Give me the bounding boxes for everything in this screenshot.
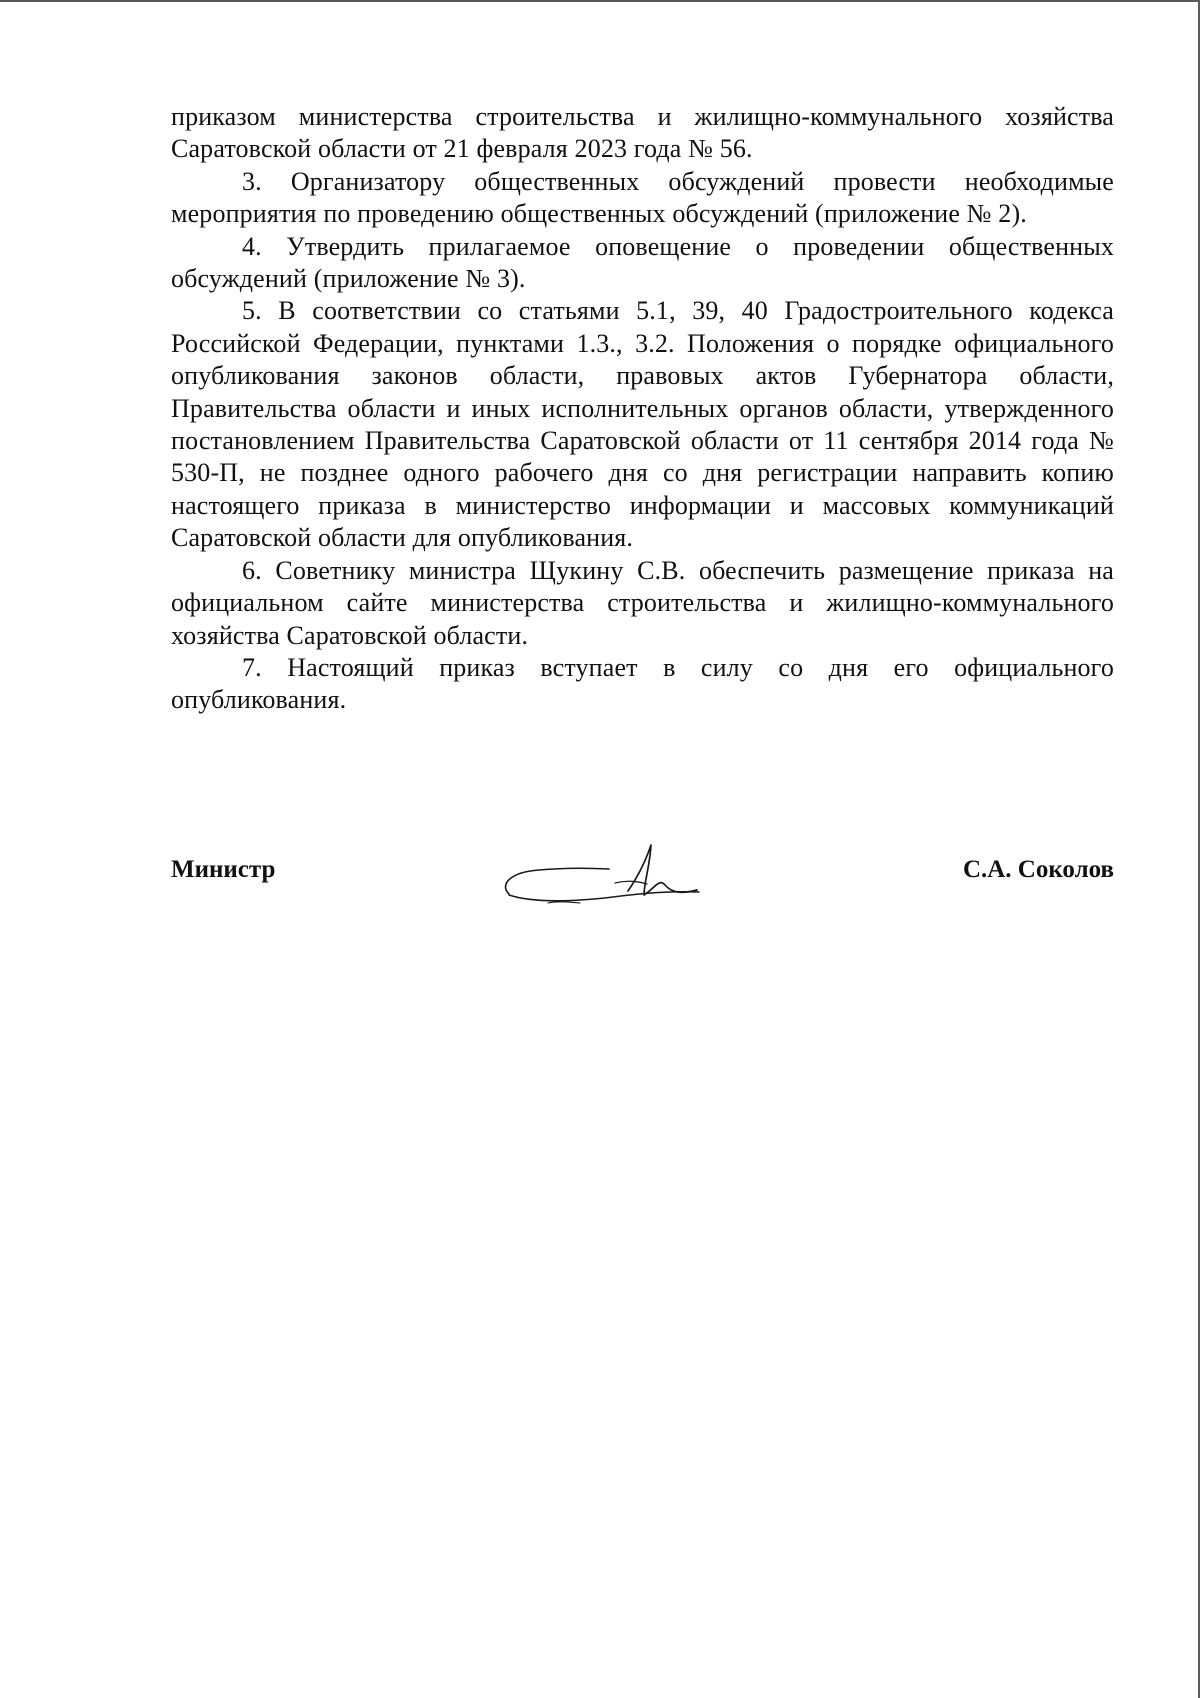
paragraph-3: 3. Организатору общественных обсуждений провести необходимые мероприятия по проведению общественных обсуждений (приложение № 2).	[171, 166, 1114, 229]
position-title: Министр	[171, 856, 276, 883]
paragraph-5: 5. В соответствии со статьями 5.1, 39, 40 Градостроительного кодекса Российской Федерации, пунктами 1.3., 3.2. Положения о порядке официального опубликования законов области, правовых актов Губернатора области, Правительства области и иных исполнительных органов области, утвержденного постановлением Правительства Саратовской области от 11 сентября 2014 года № 530-П, не позднее одного рабочего дня со дня регистрации направить копию настоящего приказа в министерство информации и массовых коммуникаций Саратовской области для опубликования.	[171, 296, 1114, 553]
top-scan-border	[0, 0, 1200, 2]
paragraph-6: 6. Советнику министра Щукину С.В. обеспечить размещение приказа на официальном сайте министерства строительства и жилищно-коммунального хозяйства Саратовской области.	[171, 555, 1114, 650]
signatory-name: С.А. Соколов	[962, 856, 1114, 883]
document-body	[171, 101, 1114, 717]
signature-block	[171, 850, 1114, 910]
paragraph-4: 4. Утвердить прилагаемое оповещение о проведении общественных обсуждений (приложение № 3).	[171, 231, 1114, 294]
handwritten-signature-icon	[491, 840, 721, 915]
paragraph-intro: приказом министерства строительства и жилищно-коммунального хозяйства Саратовской области от 21 февраля 2023 года № 56.	[171, 102, 1114, 164]
paragraph-7: 7. Настоящий приказ вступает в силу со дня его официального опубликования.	[171, 652, 1114, 715]
